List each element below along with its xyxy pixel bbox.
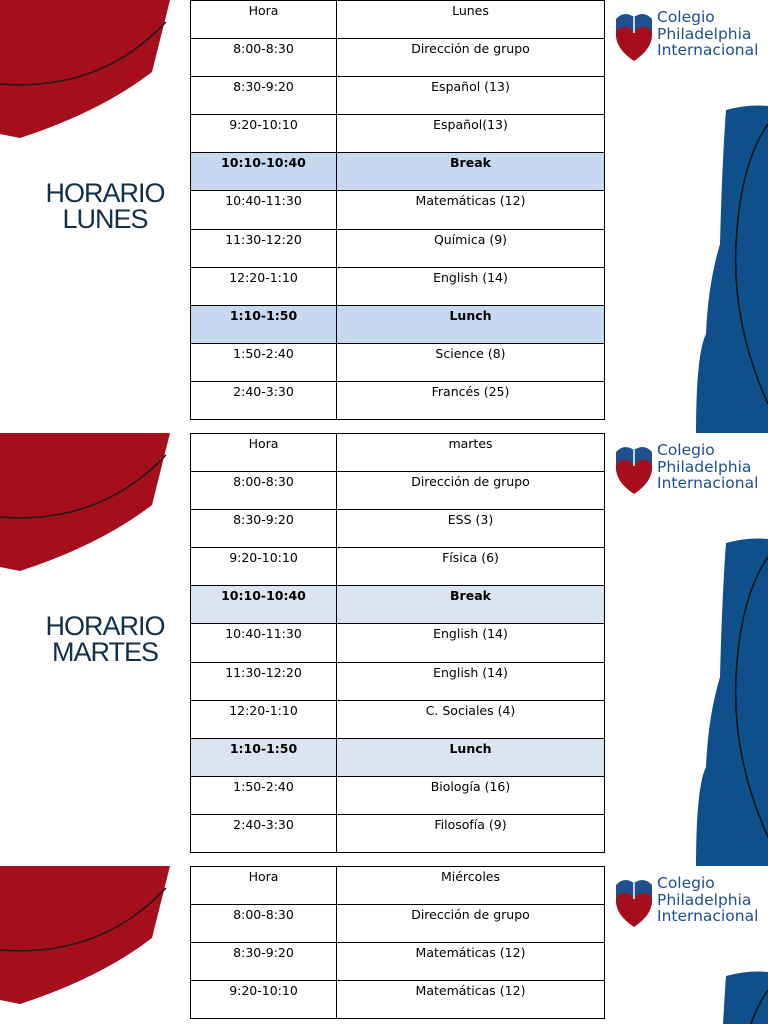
table-row <box>191 624 605 662</box>
logo-line-1: Colegio <box>657 8 715 26</box>
section-lunes <box>0 0 768 433</box>
subject-cell: ESS (3) <box>337 510 605 548</box>
subject-cell: English (14) <box>337 267 605 305</box>
time-cell: 11:30-12:20 <box>191 229 337 267</box>
time-cell: 11:30-12:20 <box>191 662 337 700</box>
subject-cell: Dirección de grupo <box>337 472 605 510</box>
subject-cell: Lunch <box>337 738 605 776</box>
table-row <box>191 472 605 510</box>
subject-cell: English (14) <box>337 662 605 700</box>
table-row <box>191 981 605 1019</box>
logo-line-2: Philadelphia <box>657 24 752 43</box>
time-cell: 9:20-10:10 <box>191 981 337 1019</box>
schedule-table-martes <box>190 433 605 853</box>
table-row <box>191 548 605 586</box>
blue-decoration-shape <box>696 104 768 433</box>
subject-cell: Dirección de grupo <box>337 39 605 77</box>
time-cell: 10:40-11:30 <box>191 624 337 662</box>
heading-line-2: MARTES <box>51 637 159 667</box>
table-row <box>191 905 605 943</box>
time-cell: 8:00-8:30 <box>191 905 337 943</box>
time-cell: 9:20-10:10 <box>191 115 337 153</box>
time-cell: 1:50-2:40 <box>191 776 337 814</box>
time-cell: 10:40-11:30 <box>191 191 337 229</box>
heart-book-icon <box>614 875 654 929</box>
heading-line-1: HORARIO <box>45 611 165 641</box>
lunch-row <box>191 305 605 343</box>
lunch-row <box>191 738 605 776</box>
logo-line-3: Internacional <box>657 474 759 492</box>
subject-cell: Lunch <box>337 305 605 343</box>
schedule-table-lunes <box>190 0 605 420</box>
subject-cell: Matemáticas (12) <box>337 191 605 229</box>
header-time-cell: Hora <box>191 1 337 39</box>
logo-line-3: Internacional <box>657 41 759 59</box>
time-cell: 9:20-10:10 <box>191 548 337 586</box>
subject-cell: C. Sociales (4) <box>337 700 605 738</box>
heart-book-icon <box>614 442 654 496</box>
logo-line-1: Colegio <box>657 441 715 459</box>
red-decoration-shape <box>0 866 172 1006</box>
time-cell: 1:10-1:50 <box>191 738 337 776</box>
logo-line-2: Philadelphia <box>657 890 752 909</box>
section-miercoles <box>0 866 768 1024</box>
time-cell: 8:30-9:20 <box>191 510 337 548</box>
red-decoration-shape <box>0 0 172 140</box>
time-cell: 8:00-8:30 <box>191 39 337 77</box>
table-row <box>191 814 605 852</box>
logo-text <box>657 9 758 59</box>
header-day-cell: Miércoles <box>337 867 605 905</box>
table-row <box>191 510 605 548</box>
table-row <box>191 115 605 153</box>
break-row <box>191 586 605 624</box>
section-martes <box>0 433 768 866</box>
table-row <box>191 700 605 738</box>
school-logo <box>614 442 768 496</box>
subject-cell: Matemáticas (12) <box>337 981 605 1019</box>
header-time-cell: Hora <box>191 867 337 905</box>
subject-cell: Break <box>337 586 605 624</box>
table-row <box>191 776 605 814</box>
time-cell: 12:20-1:10 <box>191 267 337 305</box>
time-cell: 8:30-9:20 <box>191 77 337 115</box>
logo-line-1: Colegio <box>657 874 715 892</box>
subject-cell: Español (13) <box>337 77 605 115</box>
time-cell: 1:10-1:50 <box>191 305 337 343</box>
heading-line-1: HORARIO <box>45 178 165 208</box>
subject-cell: Física (6) <box>337 548 605 586</box>
time-cell: 12:20-1:10 <box>191 700 337 738</box>
logo-line-2: Philadelphia <box>657 457 752 476</box>
time-cell: 10:10-10:40 <box>191 586 337 624</box>
logo-text <box>657 875 758 925</box>
school-logo <box>614 9 768 63</box>
table-row <box>191 343 605 381</box>
table-row <box>191 77 605 115</box>
time-cell: 2:40-3:30 <box>191 814 337 852</box>
time-cell: 8:30-9:20 <box>191 943 337 981</box>
table-header-row <box>191 1 605 39</box>
table-row <box>191 381 605 419</box>
subject-cell: Break <box>337 153 605 191</box>
table-row <box>191 943 605 981</box>
subject-cell: Francés (25) <box>337 381 605 419</box>
logo-line-3: Internacional <box>657 907 759 925</box>
table-header-row <box>191 867 605 905</box>
subject-cell: Science (8) <box>337 343 605 381</box>
school-logo <box>614 875 768 929</box>
header-day-cell: Lunes <box>337 1 605 39</box>
time-cell: 1:50-2:40 <box>191 343 337 381</box>
logo-text <box>657 442 758 492</box>
table-row <box>191 39 605 77</box>
subject-cell: Dirección de grupo <box>337 905 605 943</box>
subject-cell: Matemáticas (12) <box>337 943 605 981</box>
heading-line-2: LUNES <box>62 204 148 234</box>
subject-cell: Filosofía (9) <box>337 814 605 852</box>
red-decoration-shape <box>0 433 172 573</box>
heart-book-icon <box>614 9 654 63</box>
break-row <box>191 153 605 191</box>
table-row <box>191 267 605 305</box>
schedule-table-miercoles <box>190 866 605 1019</box>
blue-decoration-shape <box>696 537 768 866</box>
header-time-cell: Hora <box>191 434 337 472</box>
header-day-cell: martes <box>337 434 605 472</box>
subject-cell: Biología (16) <box>337 776 605 814</box>
time-cell: 2:40-3:30 <box>191 381 337 419</box>
day-heading <box>0 180 210 232</box>
table-row <box>191 191 605 229</box>
subject-cell: English (14) <box>337 624 605 662</box>
table-row <box>191 662 605 700</box>
subject-cell: Química (9) <box>337 229 605 267</box>
time-cell: 8:00-8:30 <box>191 472 337 510</box>
subject-cell: Español(13) <box>337 115 605 153</box>
table-header-row <box>191 434 605 472</box>
blue-decoration-shape <box>696 970 768 1024</box>
table-row <box>191 229 605 267</box>
day-heading <box>0 613 210 665</box>
time-cell: 10:10-10:40 <box>191 153 337 191</box>
